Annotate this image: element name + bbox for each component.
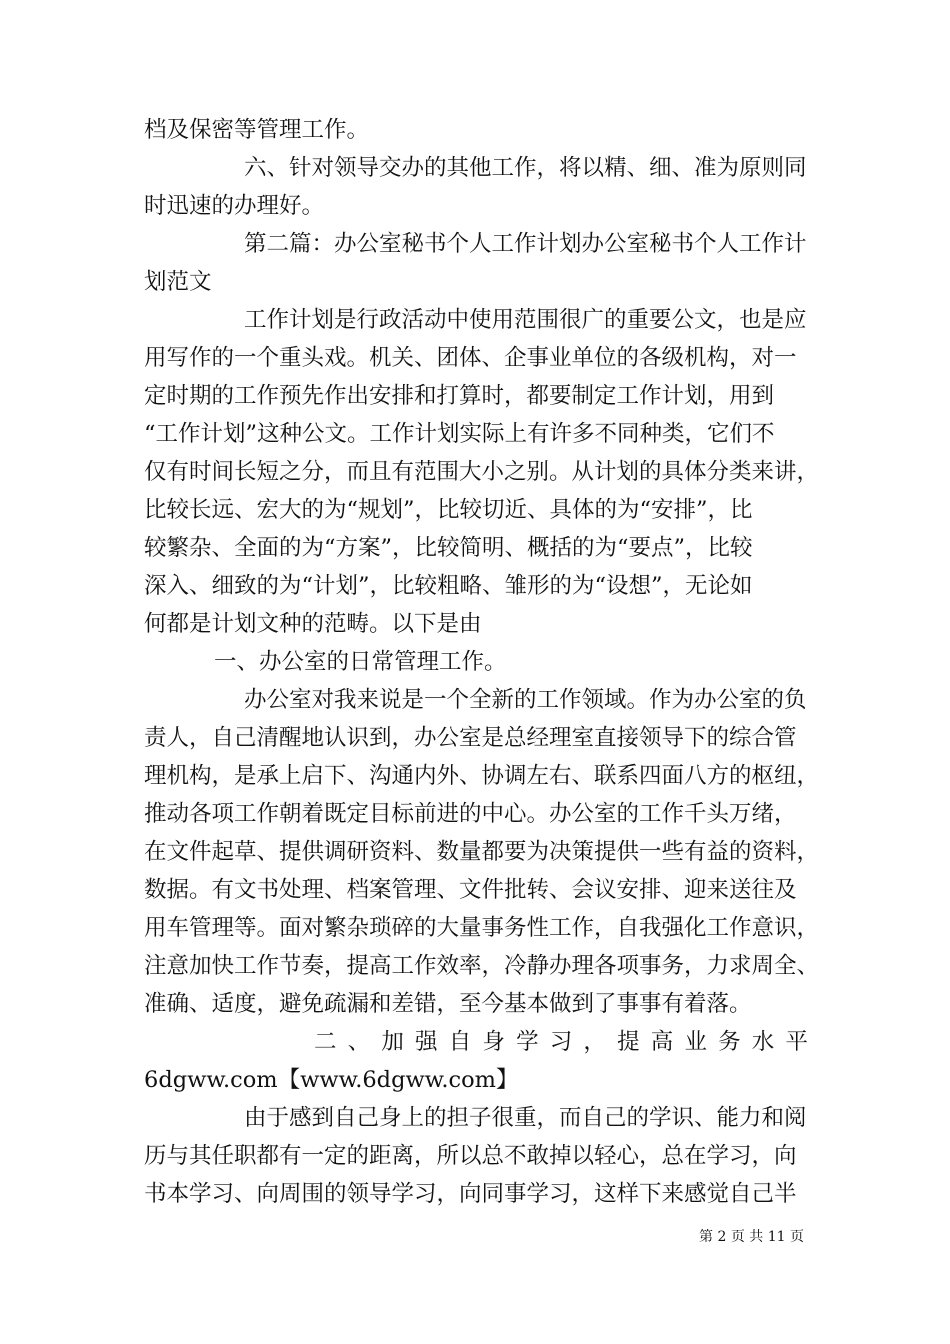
text-line: 由于感到自己身上的担子很重，而自己的学识、能力和阅: [244, 1105, 807, 1131]
text-line: 定时期的工作预先作出安排和打算时，都要制定工作计划，用到: [144, 383, 775, 409]
text-line: 比较长远、宏大的为“规划”，比较切近、具体的为“安排”，比: [144, 497, 753, 523]
text-line: 在文件起草、提供调研资料、数量都要为决策提供一些有益的资料，: [144, 839, 820, 865]
text-line: 时迅速的办理好。: [144, 193, 325, 219]
text-line: 注意加快工作节奏，提高工作效率，冷静办理各项事务，力求周全、: [144, 953, 820, 979]
text-line: 较繁杂、全面的为“方案”，比较简明、概括的为“要点”，比较: [144, 535, 753, 561]
text-line: 用写作的一个重头戏。机关、团体、企事业单位的各级机构，对一: [144, 345, 797, 371]
text-line: 历与其任职都有一定的距离，所以总不敢掉以轻心，总在学习，向: [144, 1143, 797, 1169]
section-heading: 第二篇：办公室秘书个人工作计划办公室秘书个人工作计: [244, 231, 807, 257]
text-line: 数据。有文书处理、档案管理、文件批转、会议安排、迎来送往及: [144, 877, 797, 903]
section-heading: 二、加强自身学习，提高业务水平: [314, 1029, 808, 1055]
text-line: 仅有时间长短之分，而且有范围大小之别。从计划的具体分类来讲，: [144, 459, 820, 485]
text-line: 何都是计划文种的范畴。以下是由: [144, 611, 482, 637]
text-line: 档及保密等管理工作。: [144, 117, 370, 143]
text-line: 书本学习、向周围的领导学习，向同事学习，这样下来感觉自己半: [144, 1181, 797, 1207]
text-line: 推动各项工作朝着既定目标前进的中心。办公室的工作千头万绪，: [144, 801, 797, 827]
text-line: 6dgww.com【www.6dgww.com】: [144, 1067, 519, 1093]
text-line: 理机构，是承上启下、沟通内外、协调左右、联系四面八方的枢纽，: [144, 763, 820, 789]
page-number: 第 2 页 共 11 页: [699, 1229, 804, 1245]
section-heading: 划范文: [144, 269, 212, 295]
text-line: 办公室对我来说是一个全新的工作领域。作为办公室的负: [244, 687, 807, 713]
text-line: 责人，自己清醒地认识到，办公室是总经理室直接领导下的综合管: [144, 725, 797, 751]
text-line: 深入、细致的为“计划”，比较粗略、雏形的为“设想”，无论如: [144, 573, 753, 599]
text-line: 六、针对领导交办的其他工作，将以精、细、准为原则同: [244, 155, 807, 181]
section-heading: 一、办公室的日常管理工作。: [214, 649, 507, 675]
text-line: 用车管理等。面对繁杂琐碎的大量事务性工作，自我强化工作意识，: [144, 915, 820, 941]
text-line: 工作计划是行政活动中使用范围很广的重要公文，也是应: [244, 307, 807, 333]
text-line: “工作计划”这种公文。工作计划实际上有许多不同种类，它们不: [144, 421, 775, 447]
text-line: 准确、适度，避免疏漏和差错，至今基本做到了事事有着落。: [144, 991, 752, 1017]
